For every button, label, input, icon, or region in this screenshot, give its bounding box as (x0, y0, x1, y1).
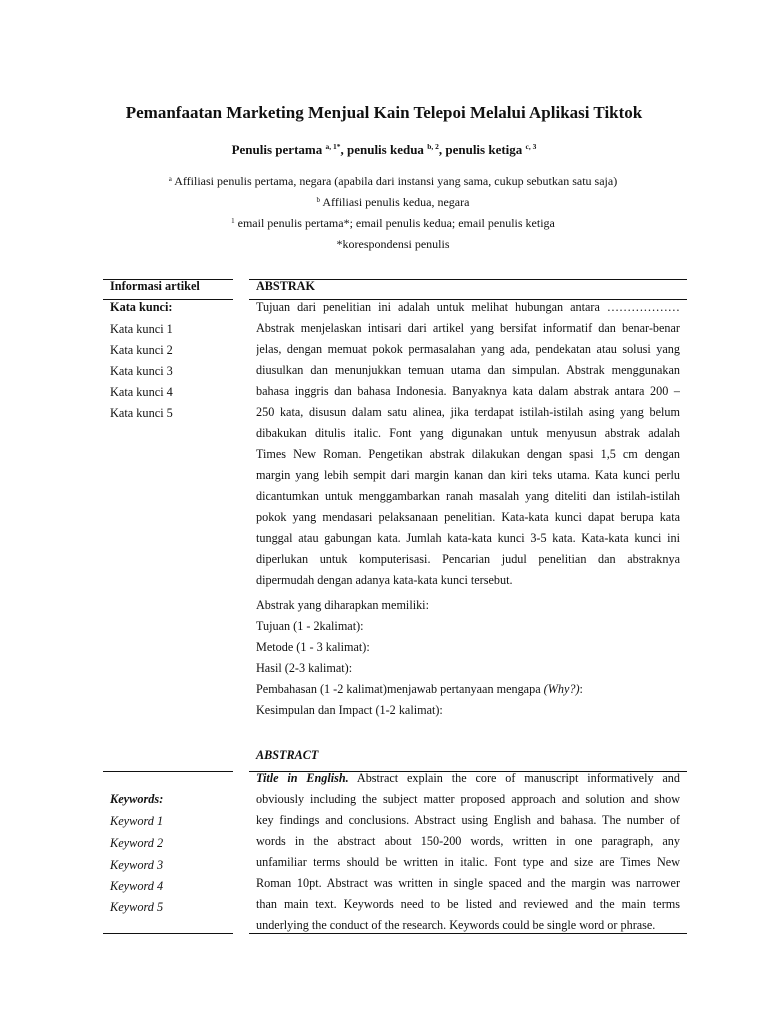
abstrak-line: dipermudah dengan adanya kata-kata kunci tersebut. (256, 573, 513, 587)
keyword-id-5: Kata kunci 5 (110, 406, 173, 420)
abstract-heading: ABSTRACT (256, 748, 319, 762)
affiliation-b: $^b$ Affiliasi penulis kedua, negara (316, 195, 470, 209)
keyword-en-2: Keyword 2 (110, 836, 164, 850)
abstrak-expected (256, 598, 680, 728)
abstract-line: underlying the conduct of the research. Keywords could be single word or phrase. (256, 918, 656, 932)
abstrak-line: jelas, dengan memuat pokok permasalahan yang ada, pendekatan atau solusi yang (256, 342, 680, 356)
abstract-line: Roman 10pt. Abstract was written in single spaced and the margin was narrower (256, 876, 680, 890)
keyword-en-3: Keyword 3 (110, 858, 164, 872)
abstract-line: than main text. Keywords need to be listed and reviewed and the main terms (256, 897, 680, 911)
author-list: Penulis pertama $^{a, 1*}$, penulis kedua $^{b, 2}$, penulis ketiga $^{c, 3}$ (231, 142, 537, 157)
abstrak-line: diusulkan dan menunjukkan temuan utama dan simpulan. Abstrak menggunakan (256, 363, 680, 377)
rule-left-en-top (103, 771, 233, 772)
author-1-sup: a, 1* (325, 142, 341, 151)
correspondence-note: *korespondensi penulis (336, 237, 450, 251)
rule-left-bottom (103, 933, 233, 934)
author-3-sup: c, 3 (525, 142, 537, 151)
abstrak-line: margin yang lebih sempit dari margin kanan dan kiri teks utama. Kata kunci perlu (256, 468, 680, 482)
abstrak-line: Tujuan dari penelitian ini adalah untuk melihat hubungan antara ……………… (256, 300, 680, 314)
abstrak-line: Abstrak menjelaskan intisari dari artikel yang bersifat informatif dan benar-benar (256, 321, 680, 335)
author-2-sup: b, 2 (427, 142, 439, 151)
keyword-en-5: Keyword 5 (110, 900, 164, 914)
keyword-id-2: Kata kunci 2 (110, 343, 173, 357)
article-info-heading: Informasi artikel (110, 279, 200, 293)
expected-method: Metode (1 - 3 kalimat): (256, 640, 370, 654)
keywords-label-id: Kata kunci: (110, 300, 173, 314)
abstrak-heading: ABSTRAK (256, 279, 315, 293)
abstrak-line: bahasa inggris dan bahasa Indonesia. Banyaknya kata dalam abstrak antara 200 – (256, 384, 680, 398)
keyword-id-3: Kata kunci 3 (110, 364, 173, 378)
abstrak-line: dibakukan ditulis italic. Font yang digunakan untuk menyusun abstrak adalah (256, 426, 680, 440)
paper-title: Pemanfaatan Marketing Menjual Kain Telepoi Melalui Aplikasi Tiktok (125, 103, 643, 122)
author-1: Penulis pertama (231, 142, 323, 157)
expected-intro: Abstrak yang diharapkan memiliki: (256, 598, 429, 612)
expected-discussion: Pembahasan (1 -2 kalimat)menjawab pertanyaan mengapa (Why?): (256, 682, 583, 696)
abstract-line: words in the abstract about 150-200 words, written in one paragraph, any (256, 834, 680, 848)
keyword-id-1: Kata kunci 1 (110, 322, 173, 336)
keywords-label-en: Keywords: (110, 792, 164, 806)
abstrak-line: 250 kata, disusun dalam satu alinea, jika terdapat istilah-istilah asing yang belum (256, 405, 680, 419)
author-emails: $^1$ email penulis pertama*; email penulis kedua; email penulis ketiga (231, 216, 555, 230)
abstrak-line: pokok yang mendasari pelaksanaan penelitian. Kata-kata kunci dapat berupa kata (256, 510, 680, 524)
abstract-line: unfamiliar terms should be written in italic. Font type and size are Times New (256, 855, 680, 869)
author-3: penulis ketiga (445, 142, 523, 157)
affiliation-a: $^a$ Affiliasi penulis pertama, negara (apabila dari instansi yang sama, cukup sebutkan satu saja) (168, 174, 618, 188)
abstract-line: obviously including the subject matter proposed approach and solution and show (256, 792, 680, 806)
author-2: penulis kedua (346, 142, 424, 157)
abstract-body (256, 768, 680, 936)
abstrak-line: tunggal atau gabungan kata. Jumlah kata-kata kunci 3-5 kata. Kata-kata kunci ini (256, 531, 680, 545)
abstrak-line: dicantumkan untuk menggambarkan ranah masalah yang diteliti dan istilah-istilah (256, 489, 680, 503)
abstrak-line: Times New Roman. Pengetikan abstrak dilakukan dengan spasi 1,5 cm dengan (256, 447, 680, 461)
expected-purpose: Tujuan (1 - 2kalimat): (256, 619, 364, 633)
abstract-line: key findings and conclusions. Abstract using English and bahasa. The number of (256, 813, 680, 827)
abstrak-body (256, 297, 680, 591)
keyword-id-4: Kata kunci 4 (110, 385, 173, 399)
abstract-first-line: Title in English. Abstract explain the core of manuscript informatively and (256, 771, 680, 785)
keyword-en-4: Keyword 4 (110, 879, 164, 893)
abstrak-line: diperlukan untuk komputerisasi. Pencarian judul penelitian dan abstraknya (256, 552, 680, 566)
expected-results: Hasil (2-3 kalimat): (256, 661, 353, 675)
expected-conclusion: Kesimpulan dan Impact (1-2 kalimat): (256, 703, 443, 717)
keyword-en-1: Keyword 1 (110, 814, 164, 828)
